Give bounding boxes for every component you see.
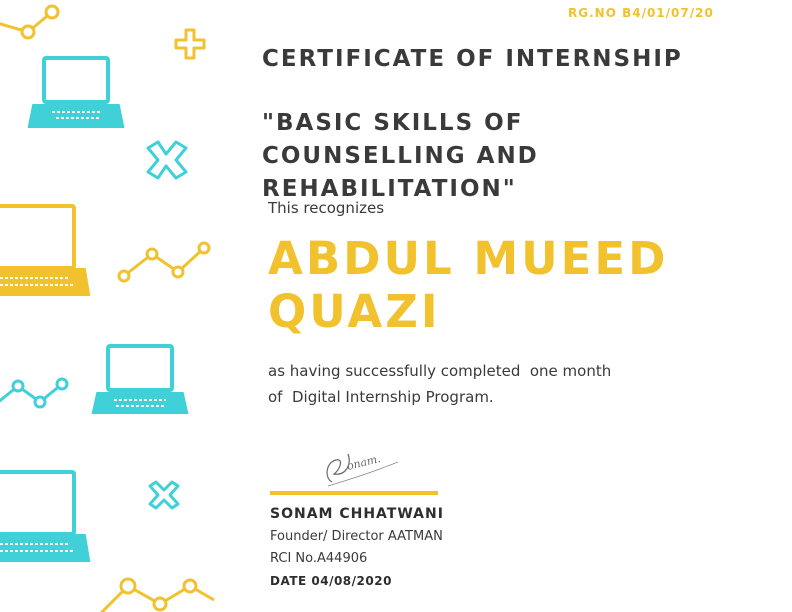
registration-number: RG.NO B4/01/07/20 xyxy=(568,6,714,20)
course-title: "BASIC SKILLS OF COUNSELLING AND REHABILITATION" xyxy=(262,110,539,202)
cross-icon xyxy=(148,142,186,178)
signature-line xyxy=(270,491,438,495)
recipient-name: ABDUL MUEED QUAZI xyxy=(268,232,669,338)
line-graph-icon xyxy=(0,379,67,407)
line-graph-icon xyxy=(0,6,58,38)
completion-description: as having successfully completed one month of Digital Internship Program. xyxy=(268,362,612,406)
certificate-title: CERTIFICATE OF INTERNSHIP xyxy=(262,46,683,72)
rci-number: RCI No.A44906 xyxy=(270,551,368,566)
cross-icon xyxy=(150,482,178,508)
laptop-icon xyxy=(94,346,186,412)
laptop-icon xyxy=(30,58,122,126)
line-graph-icon xyxy=(119,243,209,281)
signature xyxy=(318,440,408,490)
recognizes-label: This recognizes xyxy=(268,199,385,217)
svg-text:onam.: onam. xyxy=(345,452,382,473)
signatory-name: SONAM CHHATWANI xyxy=(270,506,444,522)
line-graph-icon xyxy=(100,579,214,612)
issue-date: DATE 04/08/2020 xyxy=(270,574,392,588)
plus-icon xyxy=(176,30,204,58)
signatory-role: Founder/ Director AATMAN xyxy=(270,529,443,544)
laptop-icon xyxy=(0,472,88,560)
laptop-icon xyxy=(0,206,88,294)
